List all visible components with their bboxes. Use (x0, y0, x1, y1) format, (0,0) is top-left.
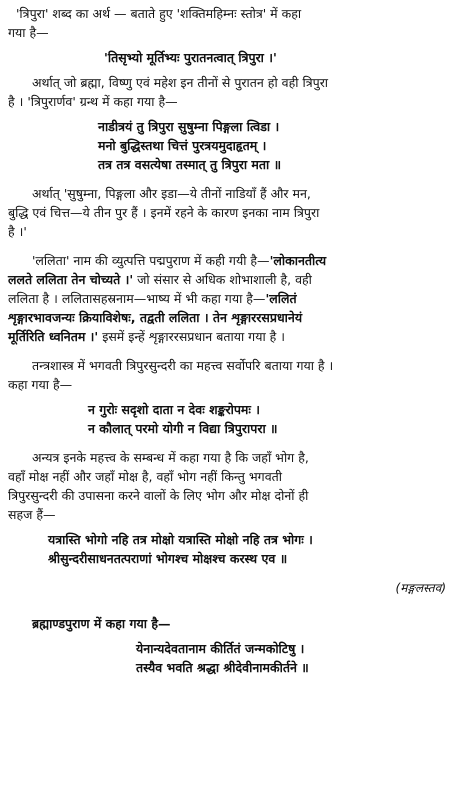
paragraph-tantrashastra (8, 356, 452, 394)
text-line: अर्थात् 'सुषुम्ना, पिङ्गला और इडा—ये तीनों नाडियाँ हैं और मन, (32, 186, 311, 201)
verse-line: यत्रास्ति भोगो नहि तत्र मोक्षो यत्रास्ति मोक्षो नहि तत्र भोगः । (48, 532, 313, 547)
text-line (8, 289, 452, 308)
verse-line: मनो बुद्धिस्तथा चित्तं पुरत्रयमुदाहृतम् । (98, 138, 267, 153)
quote-span: 'ललितं (265, 291, 297, 306)
text-line (8, 251, 452, 270)
text-line: तन्त्रशास्त्र में भगवती त्रिपुरसुन्दरी का महत्त्व सर्वोपरि बताया गया है । (32, 358, 334, 373)
verse-line: न कौलात् परमो योगी न विद्या त्रिपुरापरा ॥ (88, 421, 278, 436)
text-line: है ।' (8, 224, 27, 239)
quote-span: ललते ललिता तेन चोच्यते ।' (8, 272, 134, 287)
quote-line: शृङ्गारभावजन्यः क्रियाविशेषः, तद्वती ललिता । तेन शृङ्गाररसप्रधानेयं (8, 310, 303, 325)
text-span: ब्रह्माण्डपुराण में कहा गया है— (32, 616, 171, 631)
text-line: कहा गया है— (8, 377, 73, 392)
verse-tripurarnava (8, 117, 452, 174)
verse-line: नाडीत्रयं तु त्रिपुरा सुषुम्ना पिङ्गला त्विडा । (98, 119, 280, 134)
paragraph-arthat-2 (8, 184, 452, 241)
verse-mangalastava (8, 530, 452, 568)
paragraph-lalita (8, 251, 452, 346)
verse-line: तत्र तत्र वसत्येषा तस्मात् तु त्रिपुरा मता ॥ (98, 157, 282, 172)
text-span: इसमें इन्हें शृङ्गाररसप्रधान बताया गया है । (98, 329, 286, 344)
verse-line: न गुरोः सदृशो दाता न देवः शङ्करोपमः । (88, 402, 261, 417)
verse-guru (8, 400, 452, 438)
text-span: ललिता है । ललितासहस्रनाम—भाष्य में भी कहा गया है— (8, 291, 266, 306)
text-line: अन्यत्र इनके महत्त्व के सम्बन्ध में कहा गया है कि जहाँ भोग है, (32, 450, 309, 465)
text-line: वहाँ मोक्ष नहीं और जहाँ मोक्ष है, वहाँ भोग नहीं किन्तु भगवती (8, 469, 283, 484)
text-line (8, 270, 452, 289)
verse-line: तस्यैव भवति श्रद्धा श्रीदेवीनामकीर्तने ॥ (136, 660, 309, 675)
verse-brahmanda (8, 639, 452, 677)
quote-span: मूर्तिरिति ध्वनितम ।' (8, 329, 99, 344)
text-line: गया है— (8, 25, 49, 40)
source-citation: (मङ्गलस्तव) (395, 581, 446, 595)
text-line: है । 'त्रिपुरार्णव' ग्रन्थ में कहा गया है— (8, 94, 178, 109)
text-span: जो संसार से अधिक शोभाशाली है, वही (133, 272, 312, 287)
text-line: बुद्धि एवं चित्त—ये तीन पुर हैं । इनमें रहने के कारण इनका नाम त्रिपुरा (8, 205, 320, 220)
quote-span: 'लोकानतीत्य (269, 253, 327, 268)
quote-line: 'तिसृभ्यो मूर्तिभ्यः पुरातनत्वात् त्रिपुरा ।' (104, 50, 277, 65)
paragraph-tripura-meaning (8, 4, 452, 42)
paragraph-arthat-1 (8, 73, 452, 111)
text-line: 'त्रिपुरा' शब्द का अर्थ — बताते हुए 'शक्तिमहिम्नः स्तोत्र' में कहा (16, 6, 302, 21)
paragraph-bhoga-moksha (8, 448, 452, 524)
text-line: सहज हैं— (8, 507, 56, 522)
text-line (8, 327, 452, 346)
verse-line: श्रीसुन्दरीसाधनतत्पराणां भोगश्च मोक्षश्च करस्थ एव ॥ (48, 551, 288, 566)
text-line: त्रिपुरसुन्दरी की उपासना करने वालों के लिए भोग और मोक्ष दोनों ही (8, 488, 309, 503)
text-line: अर्थात् जो ब्रह्मा, विष्णु एवं महेश इन तीनों से पुरातन हो वही त्रिपुरा (32, 75, 329, 90)
paragraph-brahmanda (8, 614, 452, 633)
text-span: 'ललिता' नाम की व्युत्पत्ति पद्मपुराण में कही गयी है— (32, 253, 270, 268)
verse-line: येनान्यदेवतानाम कीर्तितं जन्मकोटिषु । (136, 641, 305, 656)
